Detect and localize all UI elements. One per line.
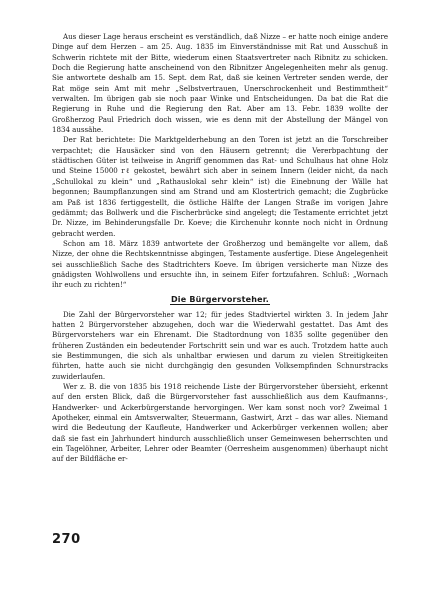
section-heading (52, 294, 388, 305)
body-text (52, 32, 388, 465)
paragraph: Schon am 18. März 1839 antwortete der Großherzog und bemängelte vor allem, daß Nizze, der ohne die Rechtskenntnisse abgingen, Testamente ausfertige. Diese Angelegenheit sei ausschließlich Sache des Stadtrichters Koeve. Im übrigen versicherte man Nizze des gnädigsten Wohlwollens und ersuchte ihn, in seinem Eifer fortzufahren. Schluß: „Wornach ihr euch zu richten!“ (52, 238, 388, 290)
section-heading-text: Die Bürgervorsteher. (170, 294, 270, 304)
paragraph: Die Zahl der Bürgervorsteher war 12; für jedes Stadtviertel wirkten 3. In jedem Jahr hatten 2 Bürgervorsteher abzugehen, doch war die Wiederwahl gestattet. Das Amt des Bürgervorstehers war ein Ehrenamt. Die Stadtordnung von 1835 sollte gegenüber den früheren Zuständen ein bedeutender Fortschritt sein und war es auch. Trotzdem hatte auch sie Bestimmungen, die sich als unhaltbar erwiesen und darum zu vielen Streitigkeiten führten, hatte auch sie nicht durchgängig den gesunden Volksempfinden Schnurstracks zuwiderlaufen. (52, 309, 388, 381)
paragraph: Wer z. B. die von 1835 bis 1918 reichende Liste der Bürgervorsteher übersieht, erkennt auf den ersten Blick, daß die Bürgervorsteher fast ausschließlich aus dem Kaufmanns-, Handwerker- und Ackerbürgerstande hervorgingen. Wer kam sonst noch vor? Zweimal 1 Apotheker, einmal ein Amtsverwalter, Steuermann, Gastwirt, Arzt – das war alles. Niemand wird die Bedeutung der Kaufleute, Handwerker und Ackerbürger verkennen wollen; aber daß sie fast ein Jahrhundert hindurch ausschließlich unser Gemeinwesen beherrschten und ein Tagelöhner, Arbeiter, Lehrer oder Beamter (Oerresheim ausgenommen) überhaupt nicht auf der Bildfläche er- (52, 382, 388, 464)
paragraph: Aus dieser Lage heraus erscheint es verständlich, daß Nizze – er hatte noch einige andere Dinge auf dem Herzen – am 25. Aug. 1835 im Einverständnisse mit Rat und Ausschuß in Schwerin richtete mit der Bitte, wiederum einen Staatsvertreter nach Ribnitz zu schicken. Doch die Regierung hatte anscheinend von den Ribnitzer Angelegenheiten mehr als genug. Sie antwortete deshalb am 15. Sept. dem Rat, daß sie keinen Vertreter senden werde, der Rat möge sein Amt mit mehr „Selbstvertrauen, Unerschrockenheit und Bestimmtheit“ verwalten. Im übrigen gab sie noch paar Winke und Entscheidungen. Da bat die Rat die Regierung in Ruhe und die Regierung den Rat. Aber am 13. Febr. 1839 wollte der Großherzog Paul Friedrich doch wissen, wie es denn mit der Abstellung der Mängel von 1834 aussähe. (52, 32, 388, 135)
page-number: 270 (52, 532, 81, 547)
paragraph: Der Rat berichtete: Die Marktgelderhebung an den Toren ist jetzt an die Torschreiber verpachtet; die Hausäcker sind von den Häusern getrennt; die Vererbpachtung der städtischen Güter ist teilweise in Angriff genommen das Rat- und Schulhaus hat ohne Holz und Steine 15000 rℓ gekostet, bewährt sich aber in seinem Innern (leider nicht, da nach „Schullokal zu klein“ und „Rathauslokal sehr klein“ ist) die Einebnung der Wälle hat begonnen; Baumpflanzungen sind am Strand und am Klostertrich gemacht; die Zugbrücke am Paß ist 1836 fertiggestellt, die östliche Hälfte der Langen Straße im vorigen Jahre gedämmt; das Bollwerk und die Fischerbrücke sind angelegt; die Testamente errichtet jetzt Dr. Nizze, im Behinderungsfalle Dr. Koeve; die Kirchenuhr konnte noch nicht in Ordnung gebracht werden. (52, 135, 388, 238)
